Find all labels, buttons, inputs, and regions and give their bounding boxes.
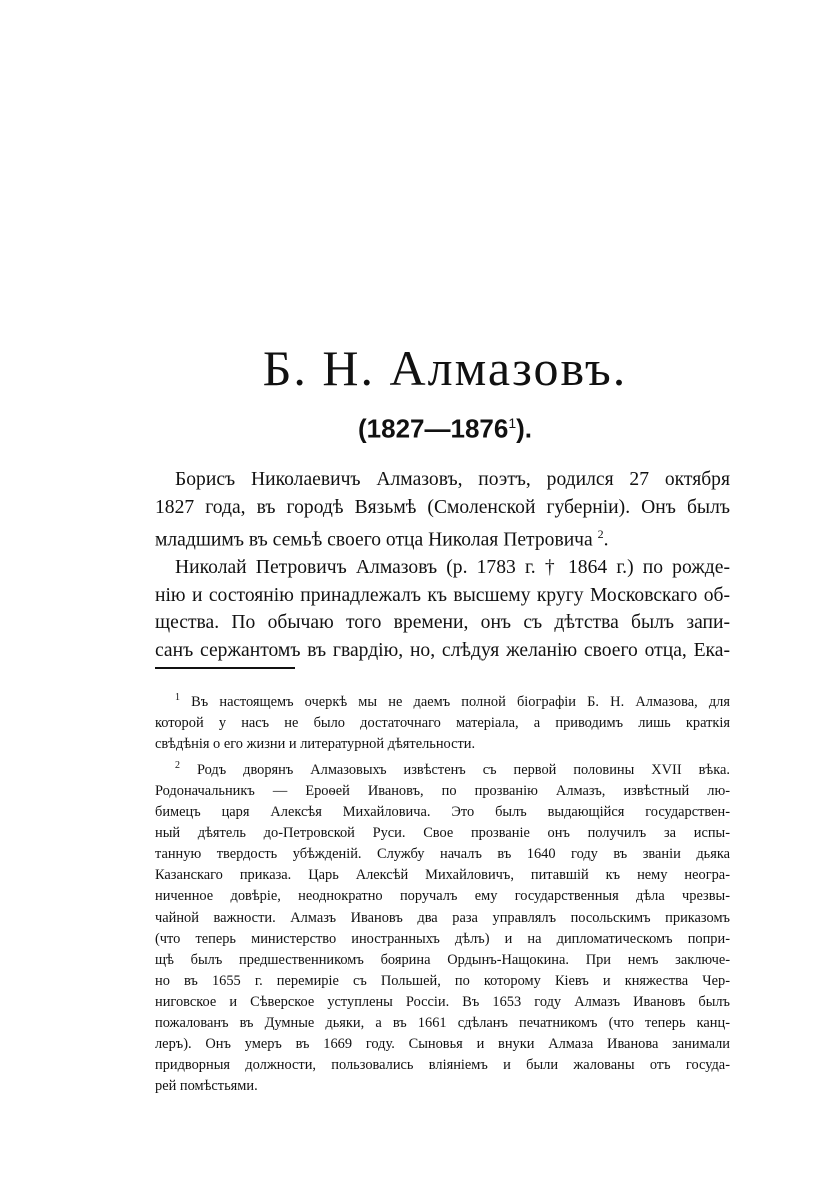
text-line: нію и состоянію принадлежалъ къ высшему кругу Московскаго об- (155, 584, 730, 606)
footnotes (155, 687, 730, 1097)
main-text (155, 466, 730, 664)
footnote-line: танную твердость убѣжденій. Службу началъ въ 1640 году въ званіи дьяка (155, 846, 730, 863)
footnote-1 (155, 687, 730, 755)
footnote-separator (155, 667, 295, 669)
footnote-line: рей помѣстьями. (155, 1078, 258, 1095)
footnote-line: щѣ былъ предшественникомъ боярина Ордынъ-Нащокина. При немъ заключе- (155, 951, 730, 968)
footnote-line: чайной важности. Алмазъ Ивановъ два раза управлялъ посольскимъ приказомъ (155, 909, 730, 926)
text-line: 1827 года, въ городѣ Вязьмѣ (Смоленской губерніи). Онъ былъ (155, 496, 730, 518)
footnote-marker: 2 (175, 760, 180, 772)
footnote-line (155, 755, 730, 781)
footnote-line: пожалованъ въ Думные дьяки, а въ 1661 сдѣланъ печатникомъ (что теперь канц- (155, 1015, 730, 1031)
footnote-line: (что теперь министерство иностранныхъ дѣлъ) и на дипломатическомъ попри- (155, 930, 730, 947)
footnote-line: придворныя должности, пользовались вліяніемъ и были жалованы отъ госуда- (155, 1057, 730, 1074)
text-line: младшимъ въ семьѣ своего отца Николая Петровича (155, 529, 593, 551)
footnote-line: Казанскаго приказа. Царь Алексѣй Михайловичъ, питавшій къ нему неогра- (155, 867, 730, 884)
footnote-text: Въ настоящемъ очеркѣ мы не даемъ полной біографіи Б. Н. Алмазова, для (191, 693, 730, 710)
footnote-2 (155, 755, 730, 1097)
footnote-line: но въ 1655 г. перемиріе съ Польшей, по которому Кіевъ и княжества Чер- (155, 972, 730, 989)
text-line: Николай Петровичъ Алмазовъ (р. 1783 г. † 1864 г.) по рожде- (175, 557, 730, 579)
life-dates (150, 405, 740, 447)
footnote-line: свѣдѣнія о его жизни и литературной дѣятельности. (155, 735, 476, 752)
footnote-ref-2: 2 (597, 527, 604, 541)
footnote-line: ниговское и Сѣверское уступлены Россіи. Въ 1653 году Алмазъ Ивановъ былъ (155, 993, 730, 1010)
text-line: щества. По обычаю того времени, онъ съ дѣтства былъ запи- (155, 612, 730, 634)
life-dates-text: (1827—1876 (357, 413, 509, 444)
footnote-line: которой у насъ не было достаточнаго матеріала, а приводимъ лишь краткія (155, 714, 730, 731)
footnote-marker: 1 (175, 692, 180, 703)
footnote-line: ный дѣятель до-Петровской Руси. Свое прозваніе онъ получилъ за испы- (155, 825, 730, 842)
footnote-line: леръ). Онъ умеръ въ 1669 году. Сыновья и внуки Алмаза Иванова занимали (155, 1036, 730, 1053)
footnote-ref-1: 1 (508, 415, 517, 431)
footnote-text: Родъ дворянъ Алмазовыхъ извѣстенъ съ первой половины XVII вѣка. (196, 761, 730, 778)
footnote-line: ниченное довѣріе, неоднократно поручалъ ему государственныя дѣла чрезвы- (155, 888, 730, 905)
paragraph-2 (155, 554, 730, 664)
footnote-line (155, 687, 730, 713)
life-dates-close: ). (516, 413, 533, 444)
page-title: Б. Н. Алмазовъ. (262, 340, 628, 396)
footnote-line: Родоначальникъ — Ероѳей Ивановъ, по прозванію Алмазъ, извѣстный лю- (155, 782, 730, 799)
footnote-line: бимецъ царя Алексѣя Михайловича. Это былъ выдающійся государствен- (155, 804, 730, 821)
text-line-with-note: младшимъ въ семьѣ своего отца Николая Петровича $^2$. (155, 527, 609, 551)
paragraph-1 (155, 466, 730, 554)
text-line: Борисъ Николаевичъ Алмазовъ, поэтъ, родился 27 октября (175, 469, 730, 490)
text-line: санъ сержантомъ въ гвардію, но, слѣдуя желанію своего отца, Ека- (155, 639, 730, 661)
